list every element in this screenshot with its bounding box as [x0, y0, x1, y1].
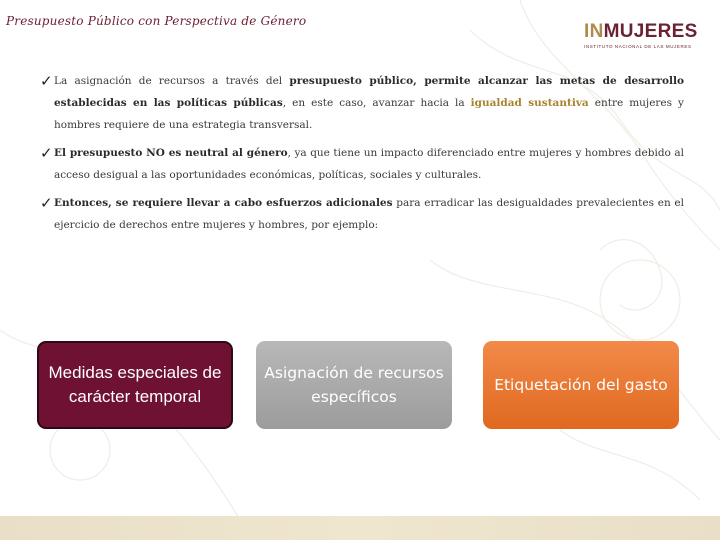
bullet-item: [40, 142, 684, 186]
logo-subtitle: INSTITUTO NACIONAL DE LAS MUJERES: [584, 44, 692, 49]
inmujeres-logo: [584, 22, 704, 54]
page-title: Presupuesto Público con Perspectiva de Género: [6, 14, 307, 28]
box-label: Asignación de recursos específicos: [264, 364, 444, 406]
footer-band: [0, 516, 720, 540]
box-special-measures: [37, 341, 233, 429]
checkmark-icon: ✓: [40, 72, 53, 90]
bullet-item: [40, 70, 684, 136]
bullet-text: La asignación de recursos a través del: [54, 75, 290, 87]
box-expense-labeling: [483, 341, 679, 429]
box-label: Etiquetación del gasto: [494, 376, 668, 394]
bullet-highlight: igualdad sustantiva: [470, 97, 589, 109]
bullet-item: [40, 192, 684, 236]
bullet-text: , ya que tiene un impacto diferenciado entre mujeres y hombres debido al acceso desigual a las oportunidades económicas, políticas, sociales y culturales.: [54, 147, 684, 181]
checkmark-icon: ✓: [40, 144, 53, 162]
bullet-list: [40, 70, 684, 236]
bullet-emphasis: El presupuesto NO es neutral al género: [54, 147, 288, 159]
bullet-text: para erradicar las desigualdades prevalecientes en el ejercicio de derechos entre mujeres y hombres, por ejemplo:: [54, 197, 685, 231]
bullet-emphasis: Entonces, se requiere llevar a cabo esfuerzos adicionales: [54, 197, 393, 209]
logo-main: MUJERES: [603, 21, 698, 42]
checkmark-icon: ✓: [40, 194, 53, 212]
bullet-emphasis: presupuesto público, permite alcanzar las metas de desarrollo establecidas en las políticas públicas: [54, 75, 684, 109]
bullet-text: entre mujeres y hombres requiere de una estrategia transversal.: [54, 97, 684, 131]
box-label: Medidas especiales de carácter temporal: [48, 363, 222, 406]
logo-wordmark: [584, 22, 704, 42]
box-specific-resources: [256, 341, 452, 429]
logo-prefix: IN: [584, 21, 604, 42]
bullet-text: , en este caso, avanzar hacia la: [282, 97, 471, 109]
